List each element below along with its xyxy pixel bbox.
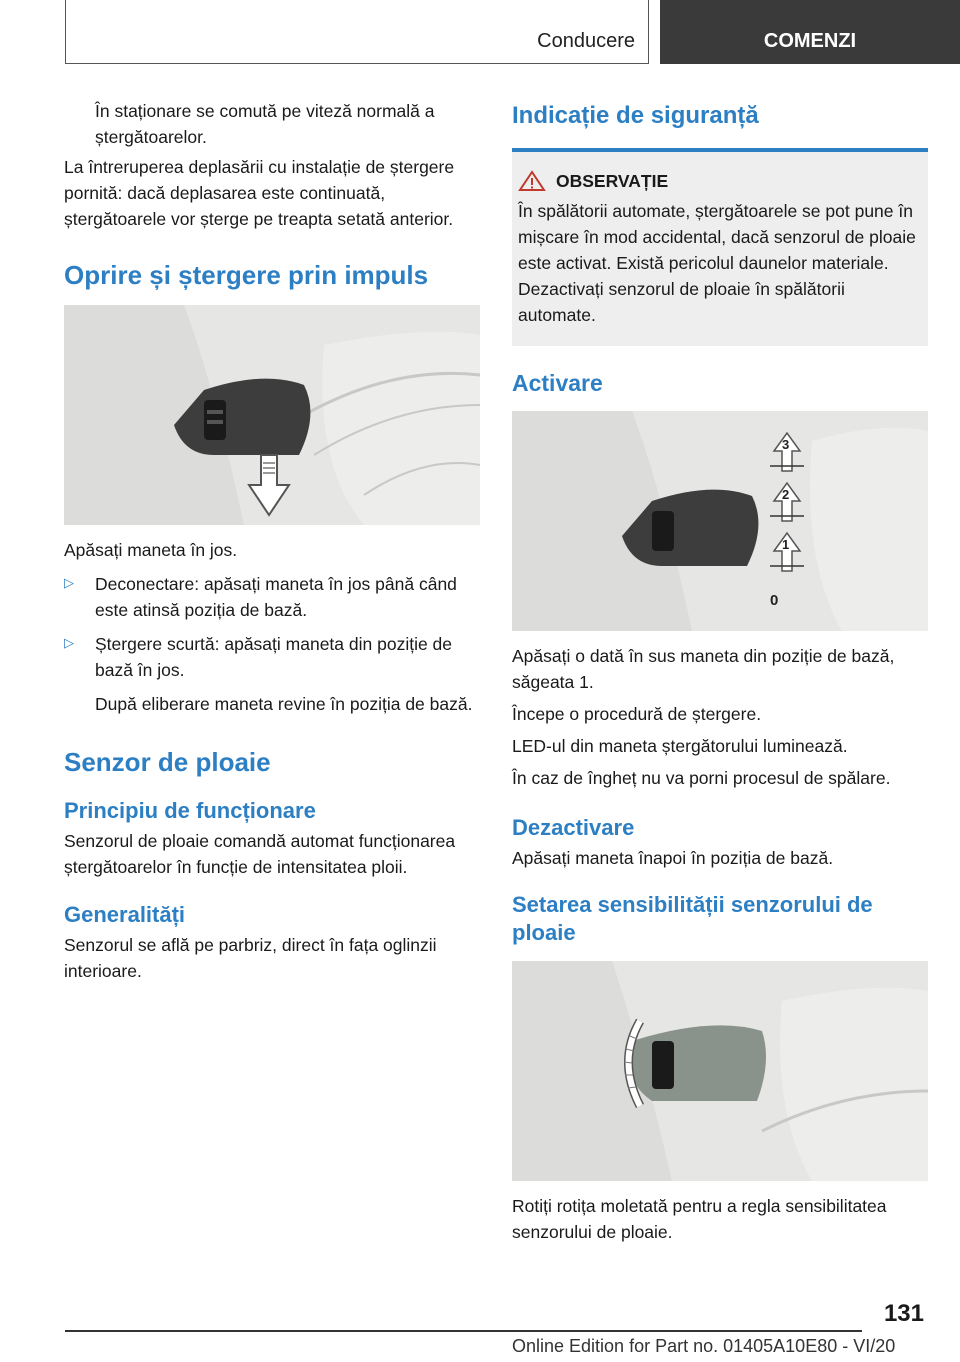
activate-text-4: În caz de îngheț nu va porni procesul de spălare.	[512, 768, 891, 788]
heading-rain-sensor: Senzor de ploaie	[64, 747, 271, 777]
arrow-label-3: 3	[782, 437, 790, 452]
warning-box	[512, 148, 928, 346]
warning-title: OBSERVAȚIE	[556, 170, 669, 191]
sensitivity-wheel-illustration	[512, 961, 928, 1181]
lever-down-illustration	[64, 305, 480, 525]
after-release-text: După eliberare maneta revine în poziția de bază.	[95, 694, 473, 714]
heading-general: Generalități	[64, 902, 186, 927]
activate-text-1: Apăsați o dată în sus maneta din poziție de bază, săgeata 1.	[512, 646, 895, 692]
heading-sensitivity: Setarea sensibilității senzorului de ploaie	[512, 892, 873, 945]
sensitivity-text: Rotiți rotița moletată pentru a regla sensibilitatea senzorului de ploaie.	[512, 1196, 887, 1242]
arrow-label-2: 2	[782, 487, 790, 502]
intro-indent-text: În staționare se comută pe viteză normală a ștergătoarelor.	[95, 101, 435, 147]
arrow-label-0: 0	[770, 592, 779, 609]
intro-paragraph: La întreruperea deplasării cu instalație de ștergere pornită: dacă deplasarea este continuată, ștergătoarele vor șterge pe treapta setată anterior.	[64, 157, 455, 229]
header-section-title: Conducere	[537, 30, 635, 52]
bullet-text-short-wipe: Ștergere scurtă: apăsați maneta din poziție de bază în jos.	[95, 634, 453, 680]
activate-text-3: LED-ul din maneta ștergătorului luminează.	[512, 736, 848, 756]
footer-edition: Online Edition for Part no. 01405A10E80 - VI/20	[512, 1336, 896, 1356]
warning-triangle-icon	[518, 170, 546, 192]
warning-title-row	[518, 170, 920, 192]
page-number: 131	[883, 1300, 924, 1327]
heading-impulse: Oprire și ștergere prin impuls	[64, 260, 429, 290]
heading-activate: Activare	[512, 370, 603, 396]
heading-deactivate: Dezactivare	[512, 815, 635, 840]
press-down-text: Apăsați maneta în jos.	[64, 540, 238, 560]
deactivate-text: Apăsați maneta înapoi în poziția de bază.	[512, 848, 834, 868]
header-chapter-tab: COMENZI	[660, 0, 960, 64]
list-item	[64, 571, 482, 623]
general-text: Senzorul se află pe parbriz, direct în fața oglinzii interioare.	[64, 935, 437, 981]
heading-safety: Indicație de siguranță	[512, 102, 759, 129]
right-column	[512, 98, 928, 1245]
activate-lever-illustration	[512, 411, 928, 631]
triangle-bullet-icon: ▷	[64, 635, 74, 650]
heading-principle: Principiu de funcționare	[64, 798, 316, 823]
left-column	[64, 98, 482, 984]
warning-text: În spălătorii automate, ștergătoarele se pot pune în mișcare în mod accidental, dacă senzorul de ploaie este activat. Există pericolul daunelor materiale. Dezactivați senzorul de ploaie în spălătorii automate.	[518, 201, 916, 325]
arrow-label-1: 1	[782, 537, 790, 552]
bullet-text-disconnect: Deconectare: apăsați maneta în jos până când este atinsă poziția de bază.	[95, 574, 457, 620]
footer-divider	[65, 1330, 862, 1332]
list-item	[64, 631, 482, 683]
principle-text: Senzorul de ploaie comandă automat funcționarea ștergătoarelor în funcție de intensitatea ploii.	[64, 831, 456, 877]
activate-text-2: Începe o procedură de ștergere.	[512, 704, 762, 724]
triangle-bullet-icon: ▷	[64, 575, 74, 590]
